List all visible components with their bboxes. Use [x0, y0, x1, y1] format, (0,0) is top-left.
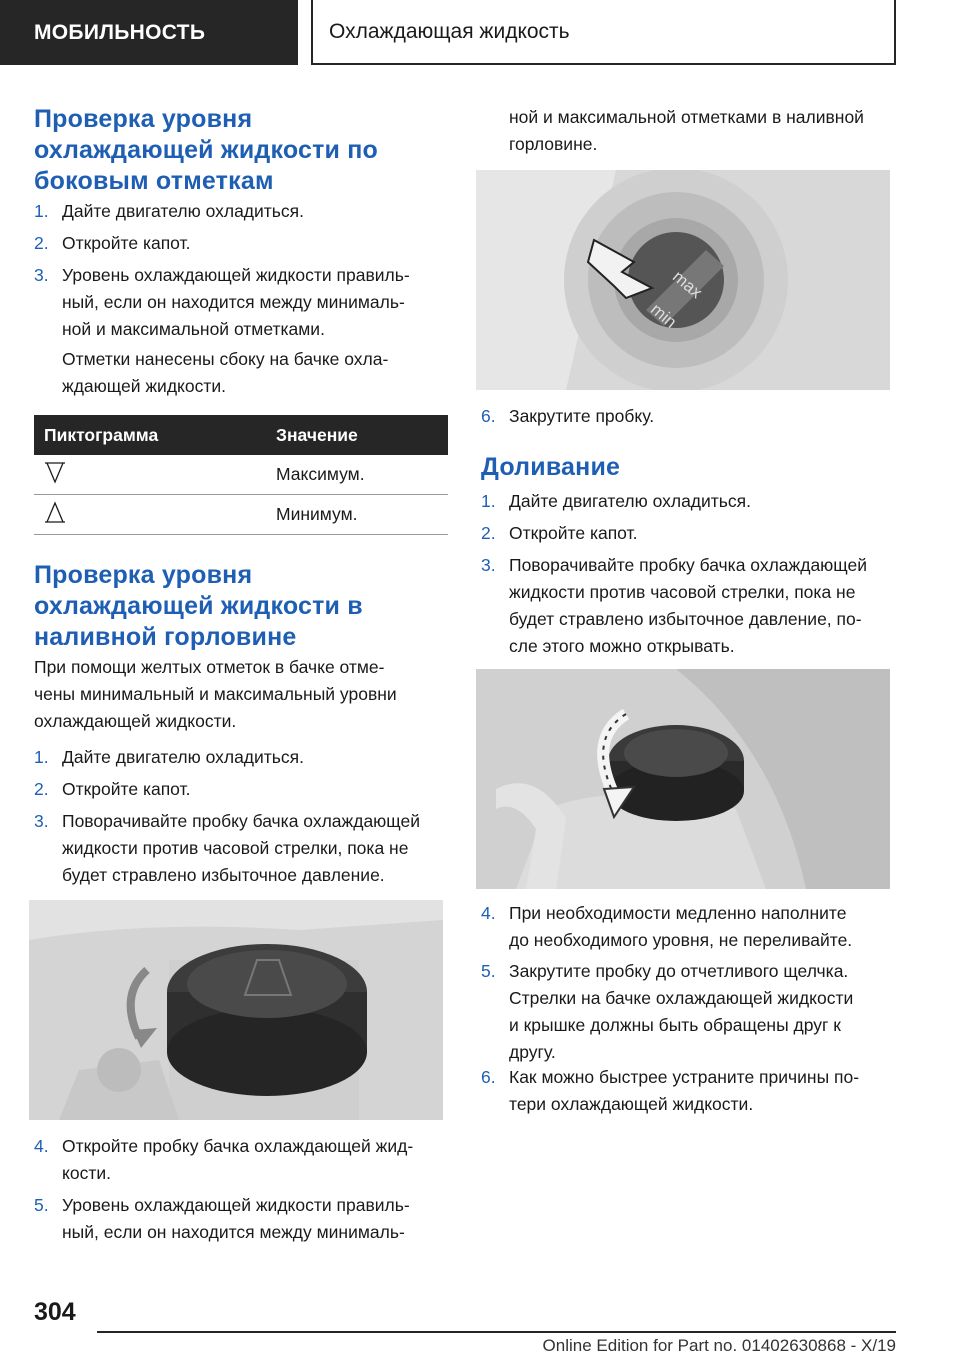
table-row: Минимум.: [34, 495, 448, 535]
min-mark-icon: [44, 500, 66, 524]
svg-text:max: max: [669, 266, 706, 303]
open-cap-photo: [476, 669, 890, 889]
table-row: Максимум.: [34, 455, 448, 495]
list-item: 2. Откройте капот.: [34, 779, 191, 799]
note-text: Отметки нанесены сбоку на бачке охла- ждающей жидкости.: [62, 349, 389, 396]
list-item: 4. Откройте пробку бачка охлаждающей жид- кости.: [34, 1136, 414, 1183]
page-number: 304: [34, 1298, 76, 1326]
section1-title: Проверка уровня охлаждающей жидкости по боковым отметкам: [34, 105, 379, 195]
continuation-text: ной и максимальной отметками в наливной горловине.: [509, 107, 864, 154]
section-header: МОБИЛЬНОСТЬ: [0, 0, 298, 65]
filler-neck-photo: [476, 170, 890, 390]
legend-header-value: Значение: [266, 415, 448, 455]
legend-table: [34, 415, 448, 535]
footer-divider: [97, 1331, 896, 1333]
legend-header-icon: Пиктограмма: [34, 415, 266, 455]
list-item: 3. Уровень охлаждающей жидкости правиль- ный, если он находится между минималь- ной и максимальной отметками.: [34, 265, 410, 339]
list-item: 5. Закрутите пробку до отчетливого щелчка. Стрелки на бачке охлаждающей жидкости и крышке должны быть обращены друг к другу.: [481, 961, 854, 1062]
list-item: 3. Поворачивайте пробку бачка охлаждающей жидкости против часовой стрелки, пока не будет стравлено избыточное давление, по- сле этого можно открывать.: [481, 555, 868, 656]
list-item: 1. Дайте двигателю охладиться.: [481, 491, 752, 511]
list-item: 5. Уровень охлаждающей жидкости правиль- ный, если он находится между минималь-: [34, 1195, 410, 1242]
intro-text: При помощи желтых отметок в бачке отме- чены минимальный и максимальный уровни охлаждающей жидкости.: [34, 657, 397, 731]
edition-text: Online Edition for Part no. 01402630868 - X/19: [542, 1336, 896, 1355]
cap-photo: [29, 900, 443, 1120]
list-item: 3. Поворачивайте пробку бачка охлаждающей жидкости против часовой стрелки, пока не будет стравлено избыточное давление.: [34, 811, 421, 885]
section2-title: Проверка уровня охлаждающей жидкости в наливной горловине: [34, 561, 363, 651]
section3-title: Доливание: [481, 453, 621, 481]
list-item: 1. Дайте двигателю охладиться.: [34, 201, 305, 221]
list-item: 4. При необходимости медленно наполните до необходимого уровня, не переливайте.: [481, 903, 853, 950]
topic-header: Охлаждающая жидкость: [311, 0, 896, 65]
list-item: 6. Как можно быстрее устраните причины по- тери охлаждающей жидкости.: [481, 1067, 860, 1114]
max-mark-icon: [44, 460, 66, 484]
list-item: 1. Дайте двигателю охладиться.: [34, 747, 305, 767]
svg-text:min: min: [647, 299, 681, 332]
list-item: 2. Откройте капот.: [34, 233, 191, 253]
list-item: 6. Закрутите пробку.: [481, 406, 655, 426]
list-item: 2. Откройте капот.: [481, 523, 638, 543]
